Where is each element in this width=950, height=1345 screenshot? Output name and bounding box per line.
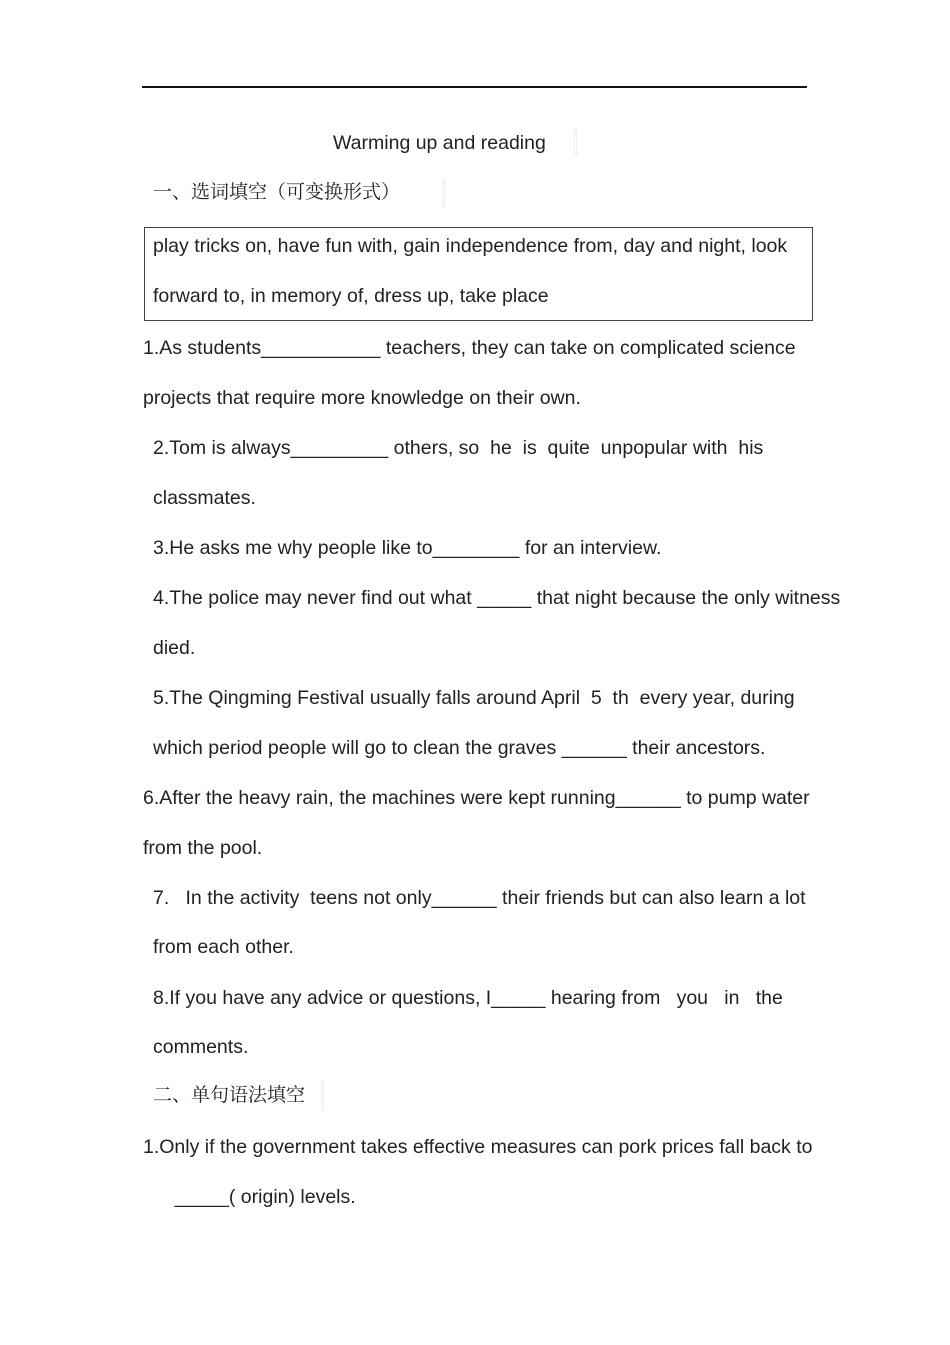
question-6-line-2: from the pool. — [143, 837, 263, 859]
scan-artifact-line — [574, 128, 577, 156]
question-4-line-1: 4.The police may never find out what _____ that night because the only witness — [153, 587, 841, 609]
question-1-line-2: projects that require more knowledge on their own. — [143, 387, 581, 409]
question-3-line-1: 3.He asks me why people like to________ for an interview. — [153, 537, 662, 559]
section-2-heading: 二、单句语法填空 — [153, 1084, 306, 1106]
question-2-line-1: 2.Tom is always_________ others, so he is quite unpopular with his — [153, 437, 764, 459]
scan-artifact-line — [321, 1080, 324, 1110]
section-1-heading: 一、选词填空（可变换形式） — [153, 181, 401, 203]
question-5-line-1: 5.The Qingming Festival usually falls around April 5 th every year, during — [153, 687, 795, 709]
question-4-line-2: died. — [153, 637, 196, 659]
word-bank-line-2: forward to, in memory of, dress up, take place — [153, 285, 549, 307]
question-8-line-1: 8.If you have any advice or questions, I_____ hearing from you in the — [153, 987, 783, 1009]
scan-artifact-line — [442, 178, 445, 208]
question-6-line-1: 6.After the heavy rain, the machines were kept running______ to pump water — [143, 787, 810, 809]
grammar-question-1-line-1: 1.Only if the government takes effective measures can pork prices fall back to — [143, 1136, 813, 1158]
question-5-line-2: which period people will go to clean the graves ______ their ancestors. — [153, 737, 766, 759]
question-8-line-2: comments. — [153, 1036, 249, 1058]
word-bank-line-1: play tricks on, have fun with, gain independence from, day and night, look — [153, 235, 788, 257]
question-2-line-2: classmates. — [153, 487, 256, 509]
header-rule — [142, 86, 807, 88]
question-7-line-2: from each other. — [153, 936, 294, 958]
question-1-line-1: 1.As students___________ teachers, they can take on complicated science — [143, 337, 796, 359]
grammar-question-1-line-2: _____( origin) levels. — [153, 1186, 356, 1208]
question-7-line-1: 7. In the activity teens not only______ their friends but can also learn a lot — [153, 887, 806, 909]
page-title: Warming up and reading — [333, 132, 546, 154]
